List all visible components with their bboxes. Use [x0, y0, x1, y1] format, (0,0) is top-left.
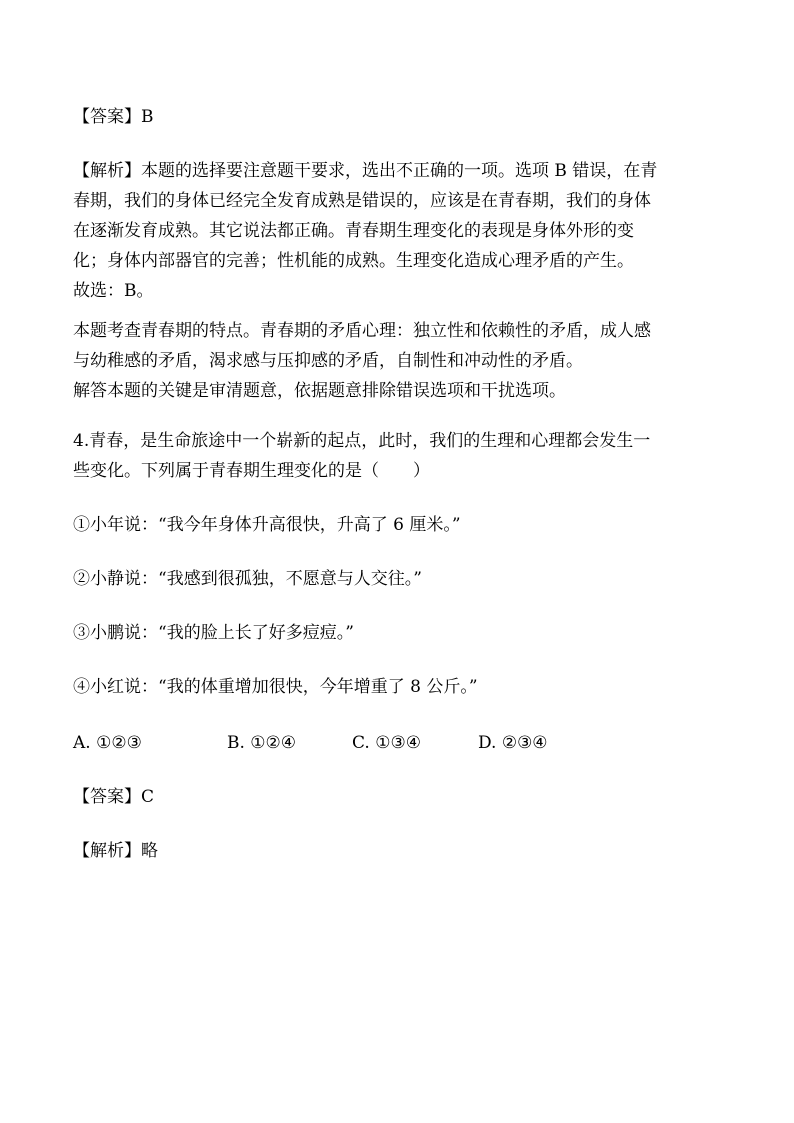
analysis-line: 化；身体内部器官的完善；性机能的成熟。生理变化造成心理矛盾的产生。: [73, 251, 634, 271]
analysis-line: 【解析】略: [73, 841, 158, 861]
note-line: 与幼稚感的矛盾，渴求感与压抑感的矛盾，自制性和冲动性的矛盾。: [73, 351, 583, 371]
option-c: C. ①③④: [352, 733, 421, 753]
option-d: D. ②③④: [478, 733, 548, 753]
answer-line: 【答案】C: [73, 787, 155, 807]
analysis-line: 故选：B。: [73, 281, 154, 301]
analysis-line: 【解析】本题的选择要注意题干要求，选出不正确的一项。选项 B 错误，在青: [73, 161, 658, 181]
note-line: 本题考查青春期的特点。青春期的矛盾心理：独立性和依赖性的矛盾，成人感: [73, 321, 651, 341]
statement-line: ②小静说：“我感到很孤独，不愿意与人交往。”: [73, 569, 422, 589]
question-stem-line: 4.青春，是生命旅途中一个崭新的起点，此时，我们的生理和心理都会发生一: [73, 431, 651, 451]
statement-line: ③小鹏说：“我的脸上长了好多痘痘。”: [73, 623, 354, 643]
analysis-line: 春期，我们的身体已经完全发育成熟是错误的，应该是在青春期，我们的身体: [73, 191, 651, 211]
option-a: A. ①②③: [73, 733, 142, 753]
question-stem-line: 些变化。下列属于青春期生理变化的是（ ）: [73, 461, 430, 481]
statement-line: ①小年说：“我今年身体升高很快，升高了 6 厘米。”: [73, 515, 461, 535]
answer-line: 【答案】B: [73, 107, 154, 127]
statement-line: ④小红说：“我的体重增加很快，今年增重了 8 公斤。”: [73, 677, 478, 697]
analysis-line: 在逐渐发育成熟。其它说法都正确。青春期生理变化的表现是身体外形的变: [73, 221, 634, 241]
option-b: B. ①②④: [227, 733, 297, 753]
note-line: 解答本题的关键是审清题意，依据题意排除错误选项和干扰选项。: [73, 381, 566, 401]
